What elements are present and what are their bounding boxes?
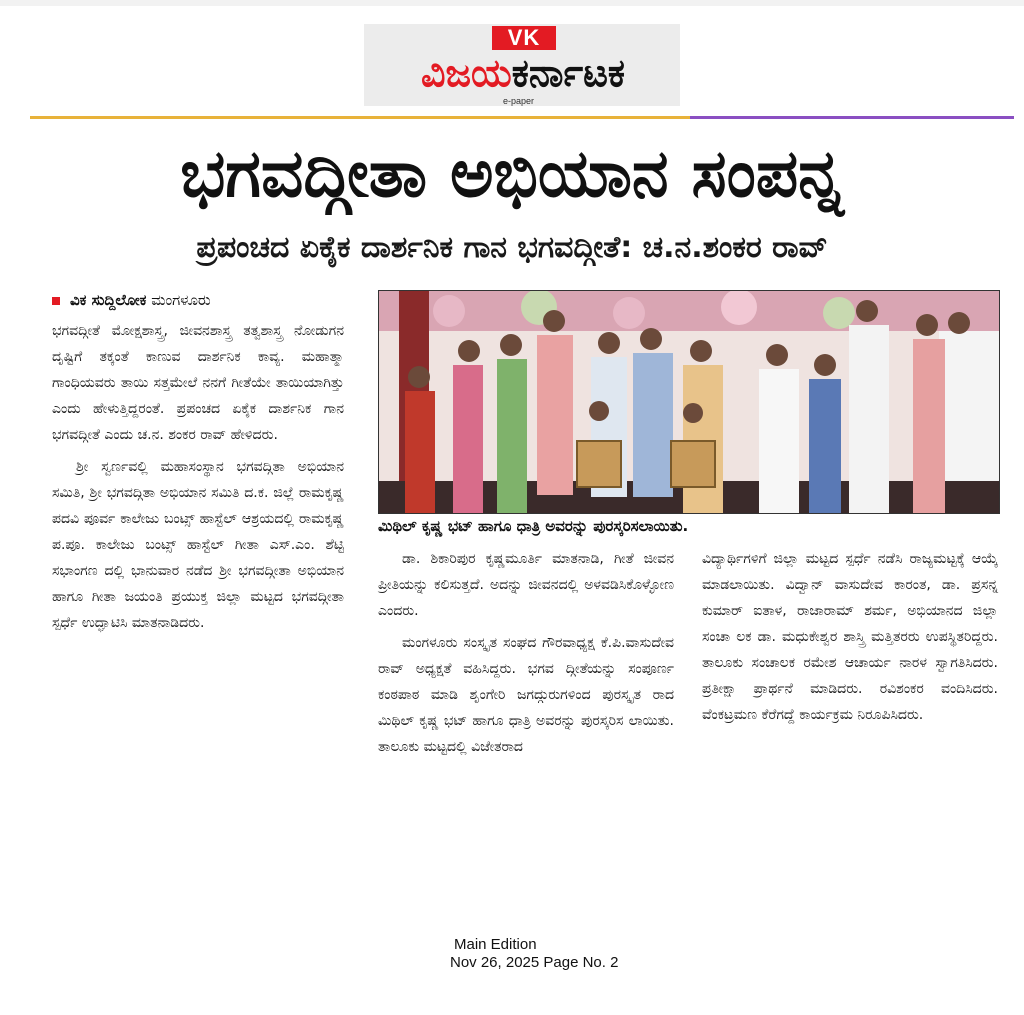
edition-info: [450, 936, 690, 972]
article-column-2: [378, 546, 674, 766]
epaper-label: e-paper: [502, 96, 534, 106]
paragraph: ವಿದ್ಯಾರ್ಥಿಗಳಿಗೆ ಜಿಲ್ಲಾ ಮಟ್ಟದ ಸ್ಪರ್ಧೆ ನಡೆಸಿ ರಾಜ್ಯಮಟ್ಟಕ್ಕೆ ಆಯ್ಕೆ ಮಾಡಲಾಯಿತು. ವಿದ್ವಾನ್ ವಾಸುದೇವ ಕಾರಂತ, ಡಾ. ಪ್ರಸನ್ನ ಕುಮಾರ್ ಐತಾಳ, ರಾಜಾರಾಮ್ ಶರ್ಮ, ಅಭಿಯಾನದ ಜಿಲ್ಲಾ ಸಂಚಾ ಲಕ ಡಾ. ಮಧುಕೇಶ್ವರ ಶಾಸ್ತ್ರಿ ಮತ್ತಿತರರು ಉಪಸ್ಥಿತರಿದ್ದರು. ತಾಲೂಕು ಸಂಚಾಲಕ ರಮೇಶ ಆಚಾರ್ಯ ನಾರಳ ಸ್ವಾಗತಿಸಿದರು. ಪ್ರತೀಕ್ಷಾ ಪ್ರಾರ್ಥನೆ ಮಾಡಿದರು. ರವಿಶಂಕರ ವಂದಿಸಿದರು. ವೆಂಕಟ್ರಮಣ ಕೆರೆಗದ್ದೆ ಕಾರ್ಯಕ್ರಮ ನಿರೂಪಿಸಿದರು.: [702, 551, 998, 723]
subheadline: ಪ್ರಪಂಚದ ಏಕೈಕ ದಾರ್ಶನಿಕ ಗಾನ ಭಗವದ್ಗೀತೆ: ಚ.ನ.ಶಂಕರ ರಾವ್: [196, 230, 828, 265]
masthead-logo: [364, 24, 680, 106]
brand-wordmark: [370, 50, 676, 96]
top-strip: [0, 0, 1024, 6]
brand-part-1: ವಿಜಯ: [421, 51, 512, 95]
dateline-kicker: ವಿಕ ಸುದ್ದಿಲೋಕ: [70, 291, 147, 309]
article-column-3: [702, 546, 998, 734]
paragraph: ಮಂಗಳೂರು ಸಂಸ್ಕೃತ ಸಂಘದ ಗೌರವಾಧ್ಯಕ್ಷ ಕೆ.ಪಿ.ವಾಸುದೇವ ರಾವ್ ಅಧ್ಯಕ್ಷತೆ ವಹಿಸಿದ್ದರು. ಭಗವ ದ್ಗೀತೆಯನ್ನು ಸಂಪೂರ್ಣ ಕಂಠಪಾಠ ಮಾಡಿ ಶೃಂಗೇರಿ ಜಗದ್ಗುರುಗಳಿಂದ ಪುರಸ್ಕೃತ ರಾದ ಮಿಥಿಲ್ ಕೃಷ್ಣ ಭಟ್ ಹಾಗೂ ಧಾತ್ರಿ ಅವರನ್ನು ಪುರಸ್ಕರಿಸ ಲಾಯಿತು. ತಾಲೂಕು ಮಟ್ಟದಲ್ಲಿ ವಿಜೇತರಾದ: [378, 635, 674, 755]
divider-purple: [690, 116, 1014, 119]
event-photo: [378, 290, 1000, 514]
edition-date-page: Nov 26, 2025 Page No. 2: [450, 954, 619, 971]
paragraph: ಶ್ರೀ ಸ್ವರ್ಣವಲ್ಲಿ ಮಹಾಸಂಸ್ಥಾನ ಭಗವದ್ಗಿತಾ ಅಭಿಯಾನ ಸಮಿತಿ, ಶ್ರೀ ಭಗವದ್ಗಿತಾ ಅಭಿಯಾನ ಸಮಿತಿ ದ.ಕ. ಜಿಲ್ಲೆ ರಾಮಕೃಷ್ಣ ಪದವಿ ಪೂರ್ವ ಕಾಲೇಜು ಬಂಟ್ಸ್ ಹಾಸ್ಟೆಲ್ ಆಶ್ರಯದಲ್ಲಿ ರಾಮಕೃಷ್ಣ ಪ.ಪೂ. ಕಾಲೇಜು ಬಂಟ್ಸ್ ಹಾಸ್ಟೆಲ್ ಗೀತಾ ಎಸ್.ಎಂ. ಶೆಟ್ಟಿ ಸಭಾಂಗಣ ದಲ್ಲಿ ಭಾನುವಾರ ನಡೆದ ಶ್ರೀ ಭಗವದ್ಗೀತಾ ಅಭಿಯಾನ ಹಾಗೂ ಗೀತಾ ಜಯಂತಿ ಪ್ರಯುಕ್ತ ಜಿಲ್ಲಾ ಮಟ್ಟದ ಭಗವದ್ಗೀತಾ ಸ್ಪರ್ಧೆ ಉದ್ಘಾಟಿಸಿ ಮಾತನಾಡಿದರು.: [52, 459, 344, 631]
article-column-1: [52, 318, 344, 642]
dateline-place: ಮಂಗಳೂರು: [151, 291, 211, 309]
paragraph: ಡಾ. ಶಿಕಾರಿಪುರ ಕೃಷ್ಣಮೂರ್ತಿ ಮಾತನಾಡಿ, ಗೀತೆ ಜೀವನ ಪ್ರೀತಿಯನ್ನು ಕಲಿಸುತ್ತದೆ. ಅದನ್ನು ಜೀವನದಲ್ಲಿ ಅಳವಡಿಸಿಕೊಳ್ಳೋಣ ಎಂದರು.: [378, 551, 674, 619]
photo-caption: ಮಿಥಿಲ್ ಕೃಷ್ಣ ಭಟ್ ಹಾಗೂ ಧಾತ್ರಿ ಅವರನ್ನು ಪುರಸ್ಕರಿಸಲಾಯಿತು.: [378, 517, 689, 535]
paragraph: ಭಗವದ್ಗೀತೆ ಮೋಕ್ಷಶಾಸ್ತ್ರ, ಜೀವನಶಾಸ್ತ್ರ ತತ್ವಶಾಸ್ತ್ರ ನೋಡುಗನ ದೃಷ್ಟಿಗೆ ತಕ್ಕಂತೆ ಕಾಣುವ ದಾರ್ಶನಿಕ ಕಾವ್ಯ. ಮಹಾತ್ಮಾ ಗಾಂಧಿಯವರು ತಾಯಿ ಸತ್ತಮೇಲೆ ನನಗೆ ಗೀತೆಯೇ ತಾಯಿಯಾಗಿತ್ತು ಎಂದು ಹೇಳುತ್ತಿದ್ದರಂತೆ. ಪ್ರಪಂಚದ ಏಕೈಕ ದಾರ್ಶನಿಕ ಗಾನ ಭಗವದ್ಗೀತೆ ಎಂದು ಚ.ನ. ಶಂಕರ ರಾವ್ ಹೇಳಿದರು.: [52, 323, 344, 443]
vk-badge: VK: [492, 26, 556, 50]
bullet-square-icon: [52, 297, 60, 305]
headline: ಭಗವದ್ಗೀತಾ ಅಭಿಯಾನ ಸಂಪನ್ನ: [180, 135, 844, 212]
brand-part-2: ಕರ್ನಾಟಕ: [511, 51, 625, 95]
dateline: [52, 288, 211, 312]
edition-name: Main Edition: [454, 936, 537, 953]
divider-gold: [30, 116, 690, 119]
